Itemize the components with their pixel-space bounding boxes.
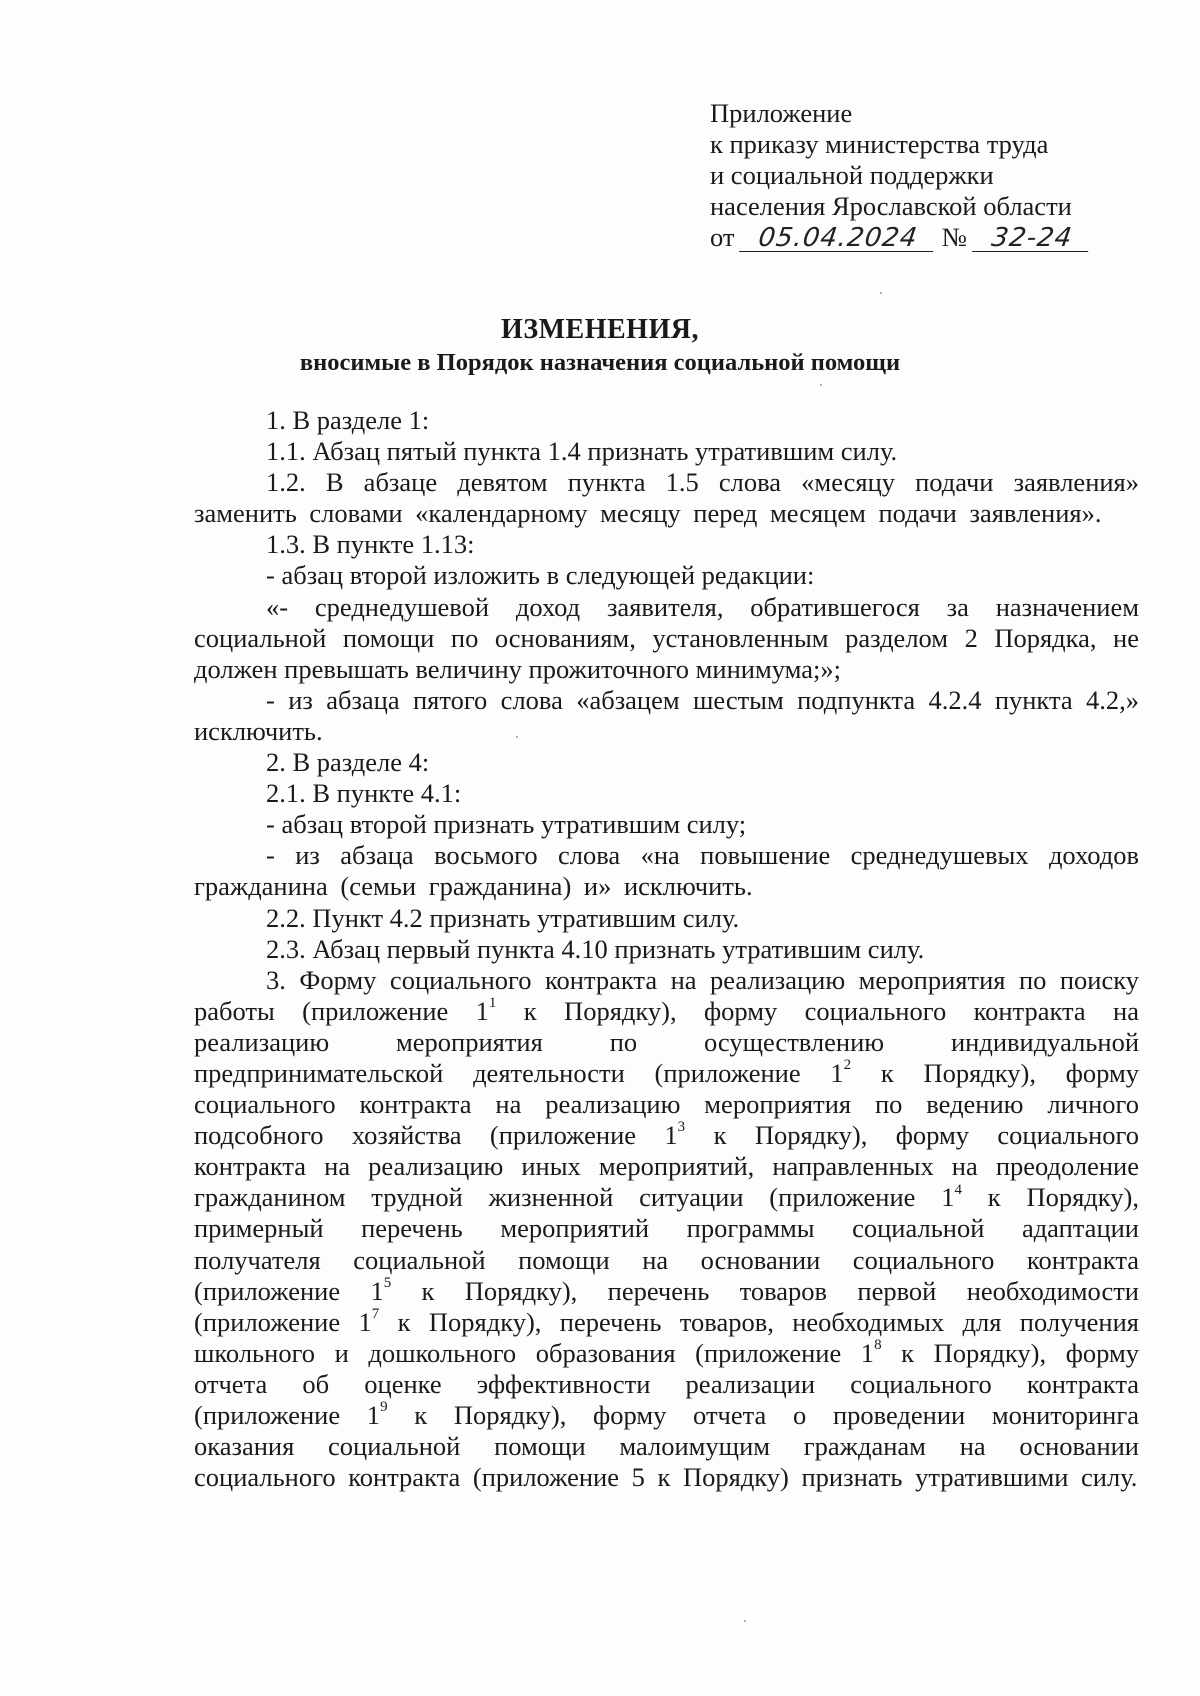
paragraph-2-1-b: - из абзаца восьмого слова «на повышение среднедушевых доходов гражданина (семьи гражданина) и» исключить. — [194, 840, 1139, 902]
handwritten-number: 32-24 — [972, 225, 1092, 252]
paragraph-1-3-a: - абзац второй изложить в следующей редакции: — [266, 560, 815, 591]
paragraph-3-text-2: к Порядку), форму социального контракта на реализацию мероприятия по осуществлению индивидуальной предпринимательской деятельности (приложение 1 — [194, 995, 1139, 1088]
superscript-2: 2 — [843, 1057, 852, 1074]
header-line-appendix: Приложение — [710, 98, 853, 128]
document-body — [194, 405, 1139, 1493]
handwritten-date: 05.04.2024 — [739, 225, 937, 252]
paragraph-3 — [194, 965, 1139, 1494]
superscript-8: 8 — [874, 1336, 882, 1353]
paragraph-1-3-quote: «- среднедушевой доход заявителя, обратившегося за назначением социальной помощи по основаниям, установленным разделом 2 Порядка, не должен превышать величину прожиточного минимума;»; — [194, 591, 1139, 684]
superscript-3: 3 — [677, 1119, 686, 1136]
title-main: ИЗМЕНЕНИЯ, — [501, 314, 699, 345]
scan-speck — [880, 292, 882, 294]
paragraph-3-text-9: к Порядку), форму отчета о проведении мониторинга оказания социальной помощи малоимущим гражданам на основании социального контракта (приложение 5 к Порядку) признать утратившими силу. — [194, 1400, 1139, 1493]
paragraph-3-text-8: к Порядку), форму отчета об оценке эффективности реализации социального контракта (приложение 1 — [194, 1337, 1139, 1430]
paragraph-1-2: 1.2. В абзаце девятом пункта 1.5 слова «месяцу подачи заявления» заменить словами «календарному месяцу перед месяцем подачи заявления». — [194, 467, 1139, 529]
paragraph-3-text-4: к Порядку), форму социального контракта на реализацию иных мероприятий, направленных на преодоление гражданином трудной жизненной ситуации (приложение 1 — [194, 1120, 1139, 1213]
paragraph-1: 1. В разделе 1: — [266, 405, 430, 435]
superscript-5: 5 — [383, 1274, 392, 1291]
scan-speck — [516, 736, 518, 738]
header-line-order: к приказу министерства труда — [710, 129, 1049, 159]
superscript-7: 7 — [371, 1305, 380, 1322]
paragraph-1-3: 1.3. В пункте 1.13: — [266, 529, 475, 560]
paragraph-1-1: 1.1. Абзац пятый пункта 1.4 признать утратившим силу. — [266, 436, 898, 467]
paragraph-2-2: 2.2. Пункт 4.2 признать утратившим силу. — [266, 902, 740, 933]
header-date-line — [710, 222, 1130, 253]
paragraph-3-text-3: к Порядку), форму социального контракта на реализацию мероприятия по ведению личного подсобного хозяйства (приложение 1 — [194, 1057, 1139, 1151]
paragraph-3-text-6: к Порядку), перечень товаров первой необходимости (приложение 1 — [194, 1275, 1139, 1337]
superscript-1: 1 — [488, 994, 497, 1011]
superscript-4: 4 — [954, 1181, 962, 1198]
scan-speck — [820, 384, 822, 386]
title-subtitle: вносимые в Порядок назначения социальной помощи — [299, 349, 901, 376]
paragraph-2: 2. В разделе 4: — [266, 747, 430, 778]
paragraph-2-1-a: - абзац второй признать утратившим силу; — [266, 809, 747, 840]
paragraph-2-1: 2.1. В пункте 4.1: — [266, 778, 462, 809]
superscript-9: 9 — [380, 1399, 388, 1416]
document-title — [0, 313, 1200, 379]
number-prefix: № — [941, 222, 968, 252]
paragraph-3-text-1: 3. Форму социального контракта на реализацию мероприятия по поиску работы (приложение 1 — [194, 964, 1139, 1026]
paragraph-1-3-b: - из абзаца пятого слова «абзацем шестым подпункта 4.2.4 пункта 4.2,» исключить. — [194, 684, 1139, 746]
date-prefix: от — [710, 222, 735, 252]
paragraph-3-text-7: к Порядку), перечень товаров, необходимых для получения школьного и дошкольного образования (приложение 1 — [194, 1306, 1139, 1368]
header-line-ministry: и социальной поддержки — [710, 160, 994, 190]
scan-speck — [744, 1620, 746, 1622]
header-line-region: населения Ярославской области — [710, 191, 1072, 221]
paragraph-2-3: 2.3. Абзац первый пункта 4.10 признать утратившим силу. — [266, 933, 925, 964]
approval-header — [710, 98, 1130, 253]
paragraph-3-text-5: к Порядку), примерный перечень мероприятий программы социальной адаптации получателя социальной помощи на основании социального контракта (приложение 1 — [194, 1182, 1139, 1306]
